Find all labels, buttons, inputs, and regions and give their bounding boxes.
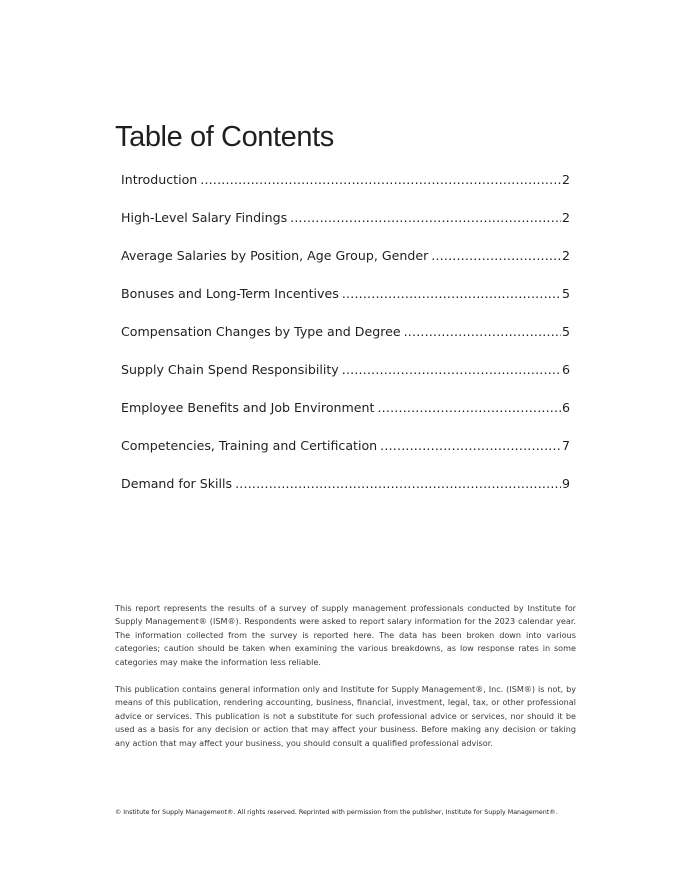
toc-entry-introduction[interactable] [121, 170, 570, 208]
toc-entry-page: 9 [561, 476, 570, 491]
toc-entry-page: 2 [561, 210, 570, 225]
toc-dot-leader [380, 436, 561, 456]
toc-entry-average-salaries[interactable] [121, 246, 570, 284]
toc-entry-label: Demand for Skills [121, 476, 233, 491]
toc-entry-page: 5 [561, 286, 570, 301]
copyright-footer: © Institute for Supply Management®. All rights reserved. Reprinted with permission from the publisher, Institute for Supply Management®. [115, 809, 558, 816]
toc-entry-supply-chain-spend[interactable] [121, 360, 570, 398]
toc-entry-high-level-salary-findings[interactable] [121, 208, 570, 246]
toc-entry-employee-benefits[interactable] [121, 398, 570, 436]
toc-entry-compensation-changes[interactable] [121, 322, 570, 360]
disclaimer-notes [115, 602, 576, 764]
toc-dot-leader [290, 208, 561, 228]
toc-entry-competencies[interactable] [121, 436, 570, 474]
toc-entry-label: Employee Benefits and Job Environment [121, 400, 375, 415]
toc-entry-page: 2 [561, 248, 570, 263]
toc-entry-label: Average Salaries by Position, Age Group, Gender [121, 248, 429, 263]
toc-entry-label: Introduction [121, 172, 198, 187]
toc-dot-leader [404, 322, 561, 342]
toc-entry-label: Compensation Changes by Type and Degree [121, 324, 401, 339]
toc-entry-page: 2 [561, 172, 570, 187]
toc-dot-leader [342, 284, 561, 304]
toc-entry-label: Supply Chain Spend Responsibility [121, 362, 339, 377]
toc-entry-demand-for-skills[interactable] [121, 474, 570, 512]
toc-entry-page: 6 [561, 400, 570, 415]
toc-entry-label: Competencies, Training and Certification [121, 438, 378, 453]
toc-dot-leader [235, 474, 561, 494]
toc-entry-page: 6 [561, 362, 570, 377]
page-title: Table of Contents [115, 121, 334, 153]
toc-dot-leader [200, 170, 561, 190]
legal-disclaimer-paragraph: This publication contains general information only and Institute for Supply Management®, Inc. (ISM®) is not, by means of this publication, rendering accounting, business, financial, investment, legal, tax, or other professional advice or services. This publication is not a substitute for such professional advice or services, nor should it be used as a basis for any decision or action that may affect your business. Before making any decision or taking any action that may affect your business, you should consult a qualified professional advisor. [115, 684, 576, 748]
toc-entry-page: 7 [561, 438, 570, 453]
toc-dot-leader [377, 398, 561, 418]
toc-entry-label: Bonuses and Long-Term Incentives [121, 286, 339, 301]
table-of-contents [121, 170, 570, 512]
survey-description-paragraph: This report represents the results of a survey of supply management professionals conducted by Institute for Supply Management® (ISM®). Respondents were asked to report salary information for the 2023 calendar year. The information collected from the survey is reported here. The data has been broken down into various categories; caution should be taken when examining the various breakdowns, as low response rates in some categories may make the information less reliable. [115, 603, 576, 667]
toc-dot-leader [431, 246, 561, 266]
toc-entry-page: 5 [561, 324, 570, 339]
toc-entry-bonuses[interactable] [121, 284, 570, 322]
toc-dot-leader [342, 360, 561, 380]
toc-entry-label: High-Level Salary Findings [121, 210, 288, 225]
